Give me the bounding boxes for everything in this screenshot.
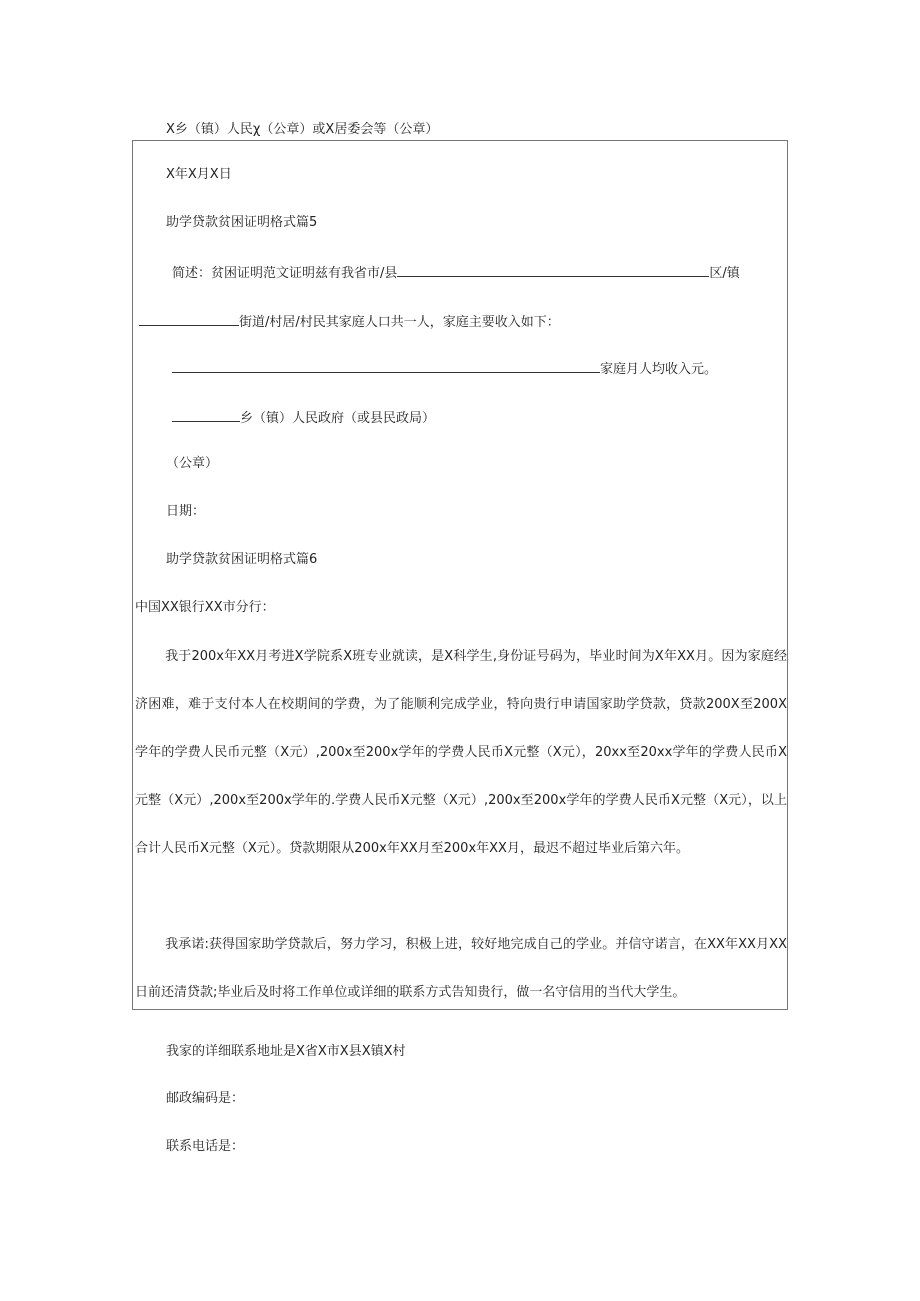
date-line: X年X月X日 <box>166 167 232 182</box>
income-blank <box>172 358 600 373</box>
township-blank <box>172 407 240 422</box>
top-seal-line: X乡（镇）人民χ（公章）或X居委会等（公章） <box>166 122 439 137</box>
postcode-label: 邮政编码是： <box>166 1091 245 1106</box>
district-blank <box>397 262 709 277</box>
government-suffix: 乡（镇）人民政府（或县民政局） <box>240 411 436 426</box>
income-suffix: 家庭月人均收入元。 <box>600 362 718 377</box>
address-line: 我家的详细联系地址是X省X市X县X镇X村 <box>166 1044 406 1059</box>
section-heading-6: 助学贷款贫困证明格式篇6 <box>166 552 318 567</box>
promise-paragraph-text: 我承诺:获得国家助学贷款后，努力学习，积极上进，较好地完成自己的学业。并信守诺言，在XX年XX月XX日前还清贷款;毕业后及时将工作单位或详细的联系方式告知贵行，做一名守信用的当代大学生。 <box>135 937 787 1000</box>
seal-label: （公章） <box>166 456 219 471</box>
summary-suffix: 区/镇 <box>709 266 740 281</box>
loan-paragraph <box>135 633 787 873</box>
addressee: 中国XX银行XX市分行： <box>135 600 275 615</box>
government-line <box>172 407 435 428</box>
summary-prefix: 简述：贫困证明范文证明兹有我省市/县 <box>172 266 398 281</box>
section-heading-5: 助学贷款贫困证明格式篇5 <box>166 215 318 230</box>
date-label: 日期： <box>166 504 206 519</box>
street-suffix: 街道/村居/村民其家庭人口共一人，家庭主要收入如下： <box>239 315 560 330</box>
street-blank <box>139 311 239 326</box>
street-line <box>139 311 560 332</box>
summary-line <box>172 262 740 283</box>
promise-paragraph <box>135 921 787 1017</box>
income-line <box>172 358 717 379</box>
loan-paragraph-text: 我于200x年XX月考进X学院系X班专业就读，是X科学生,身份证号码为，毕业时间为X年XX月。因为家庭经济困难，难于支付本人在校期间的学费，为了能顺利完成学业，特向贵行申请国家助学贷款，贷款200X至200X学年的学费人民币元整（X元）,200x至200x学年的学费人民币X元整（X元），20xx至20xx学年的学费人民币X元整（X元）,200x至200x学年的.学费人民币X元整（X元）,200x至200x学年的学费人民币X元整（X元），以上合计人民币X元整（X元）。贷款期限从200x年XX月至200x年XX月，最迟不超过毕业后第六年。 <box>135 649 787 856</box>
phone-label: 联系电话是： <box>166 1139 245 1154</box>
